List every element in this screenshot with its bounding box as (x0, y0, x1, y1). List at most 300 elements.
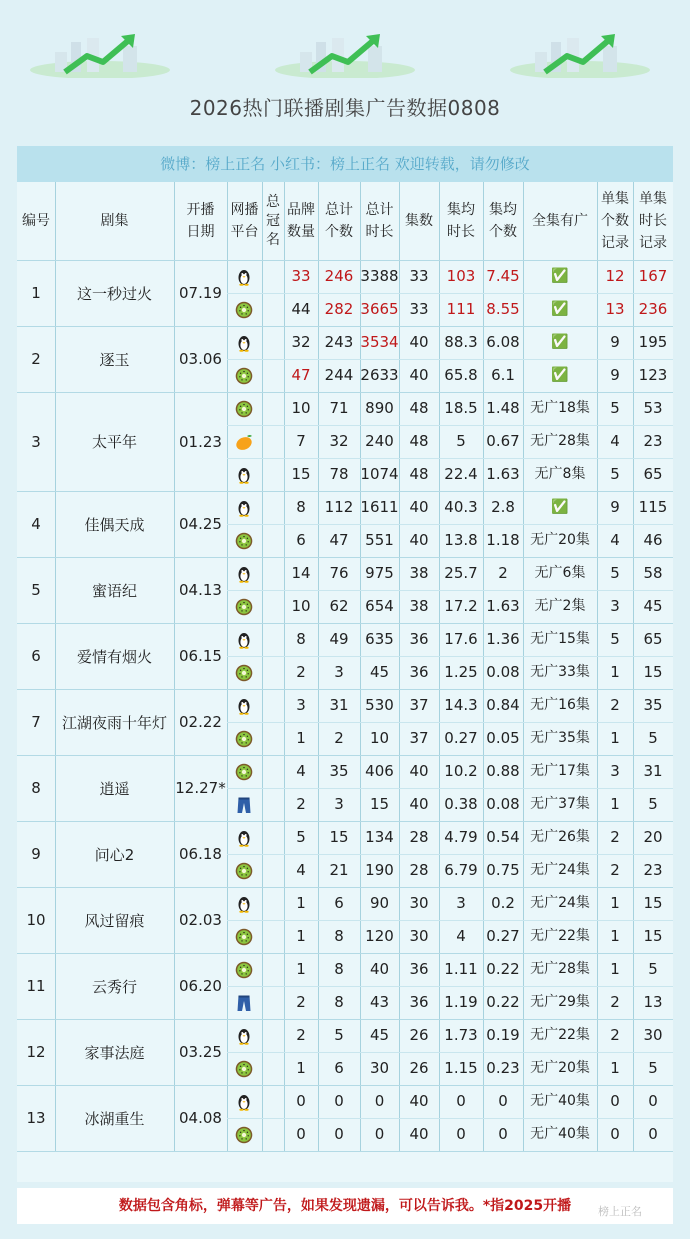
data-cell: 无广37集 (530, 796, 590, 812)
data-cell: 21 (329, 861, 349, 879)
data-cell: 53 (643, 399, 663, 417)
data-cell: 5 (648, 795, 658, 813)
data-cell: 40 (409, 762, 429, 780)
data-cell: 4 (296, 861, 306, 879)
column-header: 剧集 (100, 213, 129, 229)
data-cell: 23 (643, 861, 663, 879)
data-cell: 3 (610, 762, 620, 780)
data-cell: 0 (374, 1125, 385, 1143)
data-cell: 无广22集 (530, 928, 590, 944)
data-cell: 635 (365, 630, 394, 648)
row-divider (227, 1118, 673, 1119)
data-cell: ✅ (551, 301, 569, 317)
data-cell: 8 (334, 993, 344, 1011)
data-cell: 无广6集 (534, 565, 586, 581)
data-cell: 0.88 (486, 762, 520, 780)
data-cell: 10 (291, 597, 311, 615)
data-cell: 30 (369, 1059, 390, 1077)
data-cell: 49 (329, 630, 349, 648)
column-header: 集均 个数 (489, 202, 517, 240)
data-cell: 1.63 (486, 465, 520, 483)
kiwi-icon (235, 400, 253, 418)
air-date: 12.27* (175, 779, 226, 797)
data-cell: 14 (291, 564, 311, 582)
data-cell: 48 (409, 432, 429, 450)
penguin-icon (235, 466, 253, 484)
air-date: 02.03 (179, 911, 222, 929)
show-title: 云秀行 (91, 977, 137, 996)
data-cell: 112 (324, 498, 354, 516)
kiwi-icon (235, 598, 253, 616)
data-cell: 15 (291, 465, 311, 483)
data-cell: 236 (638, 300, 668, 318)
data-cell: 30 (409, 894, 429, 912)
kiwi-icon (235, 1060, 253, 1078)
data-cell: 35 (643, 696, 663, 714)
data-cell: 0 (648, 1125, 658, 1143)
data-cell: 1.36 (486, 630, 520, 648)
kiwi-icon (235, 862, 253, 880)
data-cell: 975 (365, 564, 394, 582)
data-cell: 6.1 (491, 366, 515, 384)
data-cell: 9 (610, 333, 620, 351)
data-cell: 22.4 (444, 465, 478, 483)
show-title: 这一秒过火 (76, 284, 152, 303)
kiwi-icon (235, 1126, 253, 1144)
data-cell: 20 (643, 828, 663, 846)
data-cell: 40 (409, 333, 429, 351)
data-cell: 115 (638, 498, 668, 516)
show-number: 10 (26, 911, 46, 929)
show-title: 冰湖重生 (84, 1109, 145, 1128)
data-cell: 38 (409, 564, 429, 582)
data-cell: 4 (456, 927, 466, 945)
data-cell: 无广20集 (530, 1060, 590, 1076)
data-cell: 10.2 (444, 762, 478, 780)
row-divider (227, 425, 673, 426)
data-cell: 2 (498, 564, 508, 582)
data-cell: 15 (369, 795, 390, 813)
data-cell: 40 (409, 795, 429, 813)
data-cell: 1 (610, 795, 620, 813)
data-cell: 40 (409, 1125, 429, 1143)
data-cell: 26 (409, 1026, 429, 1044)
row-divider (227, 293, 673, 294)
data-cell: 78 (329, 465, 349, 483)
data-cell: 2 (610, 828, 620, 846)
show-title: 逍遥 (99, 779, 130, 798)
data-cell: 47 (329, 531, 349, 549)
show-title: 爱情有烟火 (76, 647, 152, 666)
data-cell: 25.7 (444, 564, 478, 582)
data-cell: 40 (369, 960, 390, 978)
column-header: 集均 时长 (447, 202, 475, 240)
data-cell: 无广17集 (530, 763, 590, 779)
data-cell: 2 (296, 663, 306, 681)
data-cell: 36 (409, 663, 429, 681)
show-number: 6 (31, 647, 41, 665)
show-number: 2 (31, 350, 41, 368)
data-cell: 0 (456, 1125, 466, 1143)
data-cell: 8 (296, 630, 306, 648)
data-cell: 46 (643, 531, 663, 549)
show-number: 11 (26, 977, 46, 995)
data-cell: 3388 (360, 267, 399, 285)
data-cell: 551 (365, 531, 394, 549)
footer-note (17, 1188, 673, 1224)
data-cell: 1 (610, 894, 620, 912)
data-cell: 30 (643, 1026, 663, 1044)
data-cell: 无广33集 (530, 664, 590, 680)
data-cell: 5 (610, 630, 620, 648)
data-cell: 240 (365, 432, 394, 450)
grid-line (227, 182, 228, 1152)
data-cell: 无广18集 (530, 400, 590, 416)
data-cell: 120 (365, 927, 394, 945)
data-cell: 1.11 (444, 960, 478, 978)
data-cell: 44 (291, 300, 311, 318)
column-header: 单集 时长 记录 (639, 191, 667, 251)
data-cell: 0 (374, 1092, 385, 1110)
data-cell: 1074 (360, 465, 399, 483)
data-cell: 195 (638, 333, 668, 351)
air-date: 03.25 (179, 1043, 222, 1061)
data-cell: 6 (334, 894, 344, 912)
penguin-icon (235, 499, 253, 517)
data-cell: 0.75 (486, 861, 520, 879)
data-cell: 0.54 (486, 828, 520, 846)
data-cell: 32 (291, 333, 311, 351)
data-cell: 5 (610, 465, 620, 483)
mango-icon (235, 433, 253, 451)
show-title: 江湖夜雨十年灯 (61, 713, 167, 732)
data-cell: 6 (296, 531, 306, 549)
data-cell: 71 (329, 399, 349, 417)
data-cell: 无广16集 (530, 697, 590, 713)
data-cell: 无广24集 (530, 895, 590, 911)
row-divider (227, 458, 673, 459)
data-cell: 4 (610, 432, 620, 450)
show-number: 4 (31, 515, 41, 533)
growth-chart-illustration (25, 30, 175, 78)
data-cell: 3 (296, 696, 306, 714)
data-cell: 28 (409, 828, 429, 846)
data-cell: 8 (334, 927, 344, 945)
data-cell: ✅ (551, 334, 569, 350)
data-cell: 2 (296, 993, 306, 1011)
data-cell: 2 (610, 696, 620, 714)
data-cell: 65 (643, 630, 663, 648)
row-divider (227, 986, 673, 987)
kiwi-icon (235, 532, 253, 550)
data-cell: 28 (409, 861, 429, 879)
data-cell: 1 (296, 894, 306, 912)
data-cell: 2 (610, 1026, 620, 1044)
data-cell: 3 (334, 795, 344, 813)
data-cell: 0.27 (486, 927, 520, 945)
data-cell: 654 (365, 597, 394, 615)
data-cell: 无广28集 (530, 433, 590, 449)
data-cell: 0.27 (444, 729, 478, 747)
air-date: 04.13 (179, 581, 222, 599)
data-cell: 18.5 (444, 399, 478, 417)
data-cell: 134 (365, 828, 394, 846)
group-divider (17, 1151, 673, 1152)
grid-line (262, 182, 263, 1152)
show-title: 佳偶天成 (84, 515, 145, 534)
growth-chart-illustration (505, 30, 655, 78)
data-cell: 1.25 (444, 663, 478, 681)
data-cell: 0 (610, 1125, 620, 1143)
data-cell: 无广15集 (530, 631, 590, 647)
data-cell: 7 (296, 432, 306, 450)
data-cell: 45 (369, 663, 390, 681)
data-cell: 15 (329, 828, 349, 846)
data-cell: 2 (296, 795, 306, 813)
data-cell: 1611 (360, 498, 399, 516)
air-date: 04.08 (179, 1109, 222, 1127)
data-cell: 530 (365, 696, 394, 714)
data-cell: 无广40集 (530, 1126, 590, 1142)
data-cell: 1.18 (486, 531, 520, 549)
ad-data-table (17, 182, 673, 1182)
data-cell: 190 (365, 861, 394, 879)
data-cell: 4 (296, 762, 306, 780)
row-divider (227, 656, 673, 657)
data-cell: 8 (296, 498, 306, 516)
data-cell: 33 (409, 267, 429, 285)
data-cell: 无广8集 (534, 466, 586, 482)
penguin-icon (235, 565, 253, 583)
data-cell: 76 (329, 564, 349, 582)
data-cell: 1.19 (444, 993, 478, 1011)
penguin-icon (235, 631, 253, 649)
data-cell: 1 (610, 729, 620, 747)
data-cell: 3 (334, 663, 344, 681)
data-cell: 无广24集 (530, 862, 590, 878)
data-cell: 无广40集 (530, 1093, 590, 1109)
show-number: 7 (31, 713, 41, 731)
data-cell: 0.23 (486, 1059, 520, 1077)
data-cell: 103 (446, 267, 476, 285)
data-cell: 5 (456, 432, 466, 450)
kiwi-icon (235, 367, 253, 385)
penguin-icon (235, 829, 253, 847)
data-cell: 15 (643, 927, 663, 945)
air-date: 04.25 (179, 515, 222, 533)
data-cell: 246 (324, 267, 354, 285)
data-cell: 33 (409, 300, 429, 318)
data-cell: 48 (409, 399, 429, 417)
show-number: 12 (26, 1043, 46, 1061)
data-cell: 890 (365, 399, 394, 417)
data-cell: 35 (329, 762, 349, 780)
data-cell: 1.48 (486, 399, 520, 417)
penguin-icon (235, 1027, 253, 1045)
row-divider (227, 1052, 673, 1053)
data-cell: 2 (334, 729, 344, 747)
show-title: 风过留痕 (84, 911, 145, 930)
data-cell: 5 (610, 564, 620, 582)
data-cell: 65.8 (444, 366, 478, 384)
kiwi-icon (235, 301, 253, 319)
data-cell: 1.63 (486, 597, 520, 615)
data-cell: 45 (369, 1026, 390, 1044)
row-divider (227, 854, 673, 855)
data-cell: 无广26集 (530, 829, 590, 845)
data-cell: 1 (610, 960, 620, 978)
penguin-icon (235, 697, 253, 715)
data-cell: 3 (610, 597, 620, 615)
penguin-icon (235, 895, 253, 913)
data-cell: 6.08 (486, 333, 520, 351)
data-cell: 5 (334, 1026, 344, 1044)
row-divider (227, 722, 673, 723)
data-cell: 1 (296, 729, 306, 747)
data-cell: 12 (605, 267, 625, 285)
data-cell: 36 (409, 960, 429, 978)
data-cell: 0.67 (486, 432, 520, 450)
data-cell: 26 (409, 1059, 429, 1077)
data-cell: 0.38 (444, 795, 478, 813)
data-cell: 8 (334, 960, 344, 978)
data-cell: 3665 (360, 300, 399, 318)
data-cell: 23 (643, 432, 663, 450)
data-cell: 4 (610, 531, 620, 549)
data-cell: 5 (296, 828, 306, 846)
data-cell: 31 (329, 696, 349, 714)
show-title: 家事法庭 (84, 1043, 145, 1062)
data-cell: 无广2集 (534, 598, 586, 614)
data-cell: 10 (369, 729, 390, 747)
column-header: 单集 个数 记录 (601, 191, 629, 251)
data-cell: 36 (409, 630, 429, 648)
data-cell: 1 (610, 1059, 620, 1077)
air-date: 06.20 (179, 977, 222, 995)
column-header: 品牌 数量 (287, 202, 315, 240)
data-cell: 2 (610, 861, 620, 879)
column-header: 集数 (405, 213, 433, 229)
data-cell: 1.73 (444, 1026, 478, 1044)
data-cell: 无广29集 (530, 994, 590, 1010)
data-cell: 0 (334, 1125, 344, 1143)
data-cell: 43 (369, 993, 390, 1011)
show-title: 问心2 (94, 845, 135, 864)
data-cell: ✅ (551, 367, 569, 383)
data-cell: 32 (329, 432, 349, 450)
data-cell: 282 (324, 300, 354, 318)
data-cell: 17.6 (444, 630, 478, 648)
data-cell: 0 (296, 1092, 306, 1110)
penguin-icon (235, 334, 253, 352)
show-number: 8 (31, 779, 41, 797)
show-number: 13 (26, 1109, 46, 1127)
data-cell: 62 (329, 597, 349, 615)
row-divider (227, 920, 673, 921)
show-number: 9 (31, 845, 41, 863)
data-cell: 2 (296, 1026, 306, 1044)
data-cell: 7.45 (486, 267, 520, 285)
column-header: 总计 个数 (325, 202, 353, 240)
show-title: 太平年 (91, 433, 137, 451)
column-header: 网播 平台 (230, 202, 259, 240)
air-date: 07.19 (179, 284, 222, 302)
data-cell: ✅ (551, 268, 569, 284)
data-cell: 无广28集 (530, 961, 590, 977)
kiwi-icon (235, 763, 253, 781)
data-cell: 3534 (360, 333, 399, 351)
data-cell: 244 (324, 366, 354, 384)
penguin-icon (235, 1093, 253, 1111)
data-cell: 58 (643, 564, 663, 582)
data-cell: 0 (498, 1092, 508, 1110)
data-cell: 0.2 (491, 894, 515, 912)
data-cell: 1 (296, 960, 306, 978)
data-cell: ✅ (551, 499, 569, 515)
data-cell: 14.3 (444, 696, 478, 714)
data-cell: 40 (409, 531, 429, 549)
data-cell: 1.15 (444, 1059, 478, 1077)
data-cell: 4.79 (444, 828, 478, 846)
data-cell: 17.2 (444, 597, 478, 615)
data-cell: 10 (291, 399, 311, 417)
data-cell: 无广35集 (530, 730, 590, 746)
data-cell: 243 (324, 333, 354, 351)
air-date: 06.18 (179, 845, 222, 863)
data-cell: 9 (610, 498, 620, 516)
kiwi-icon (235, 928, 253, 946)
source-banner: 微博：榜上正名 小红书：榜上正名 欢迎转载，请勿修改 (17, 146, 673, 182)
row-divider (227, 590, 673, 591)
data-cell: 0 (456, 1092, 466, 1110)
data-cell: 37 (409, 696, 429, 714)
data-cell: 无广20集 (530, 532, 590, 548)
data-cell: 0 (610, 1092, 620, 1110)
data-cell: 6.79 (444, 861, 478, 879)
data-cell: 88.3 (444, 333, 478, 351)
air-date: 03.06 (179, 350, 222, 368)
kiwi-icon (235, 961, 253, 979)
data-cell: 38 (409, 597, 429, 615)
data-cell: 2 (610, 993, 620, 1011)
data-cell: 0 (498, 1125, 508, 1143)
penguin-icon (235, 268, 253, 286)
show-title: 逐玉 (99, 350, 130, 369)
data-cell: 9 (610, 366, 620, 384)
column-header: 总 冠 名 (266, 193, 280, 248)
show-title: 蜜语纪 (91, 581, 137, 600)
watermark: 榜上正名 (598, 1205, 642, 1218)
data-cell: 123 (638, 366, 668, 384)
data-cell: 6 (334, 1059, 344, 1077)
column-header: 编号 (22, 213, 50, 229)
data-cell: 1 (610, 927, 620, 945)
data-cell: 无广22集 (530, 1027, 590, 1043)
kiwi-icon (235, 730, 253, 748)
data-cell: 40 (409, 498, 429, 516)
data-cell: 0.22 (486, 960, 520, 978)
data-cell: 5 (648, 1059, 658, 1077)
data-cell: 5 (648, 960, 658, 978)
data-cell: 8.55 (486, 300, 520, 318)
data-cell: 30 (409, 927, 429, 945)
row-divider (227, 524, 673, 525)
column-header: 总计 时长 (365, 202, 394, 240)
data-cell: 111 (446, 300, 476, 318)
data-cell: 15 (643, 894, 663, 912)
data-cell: 5 (610, 399, 620, 417)
data-cell: 0.08 (486, 795, 520, 813)
